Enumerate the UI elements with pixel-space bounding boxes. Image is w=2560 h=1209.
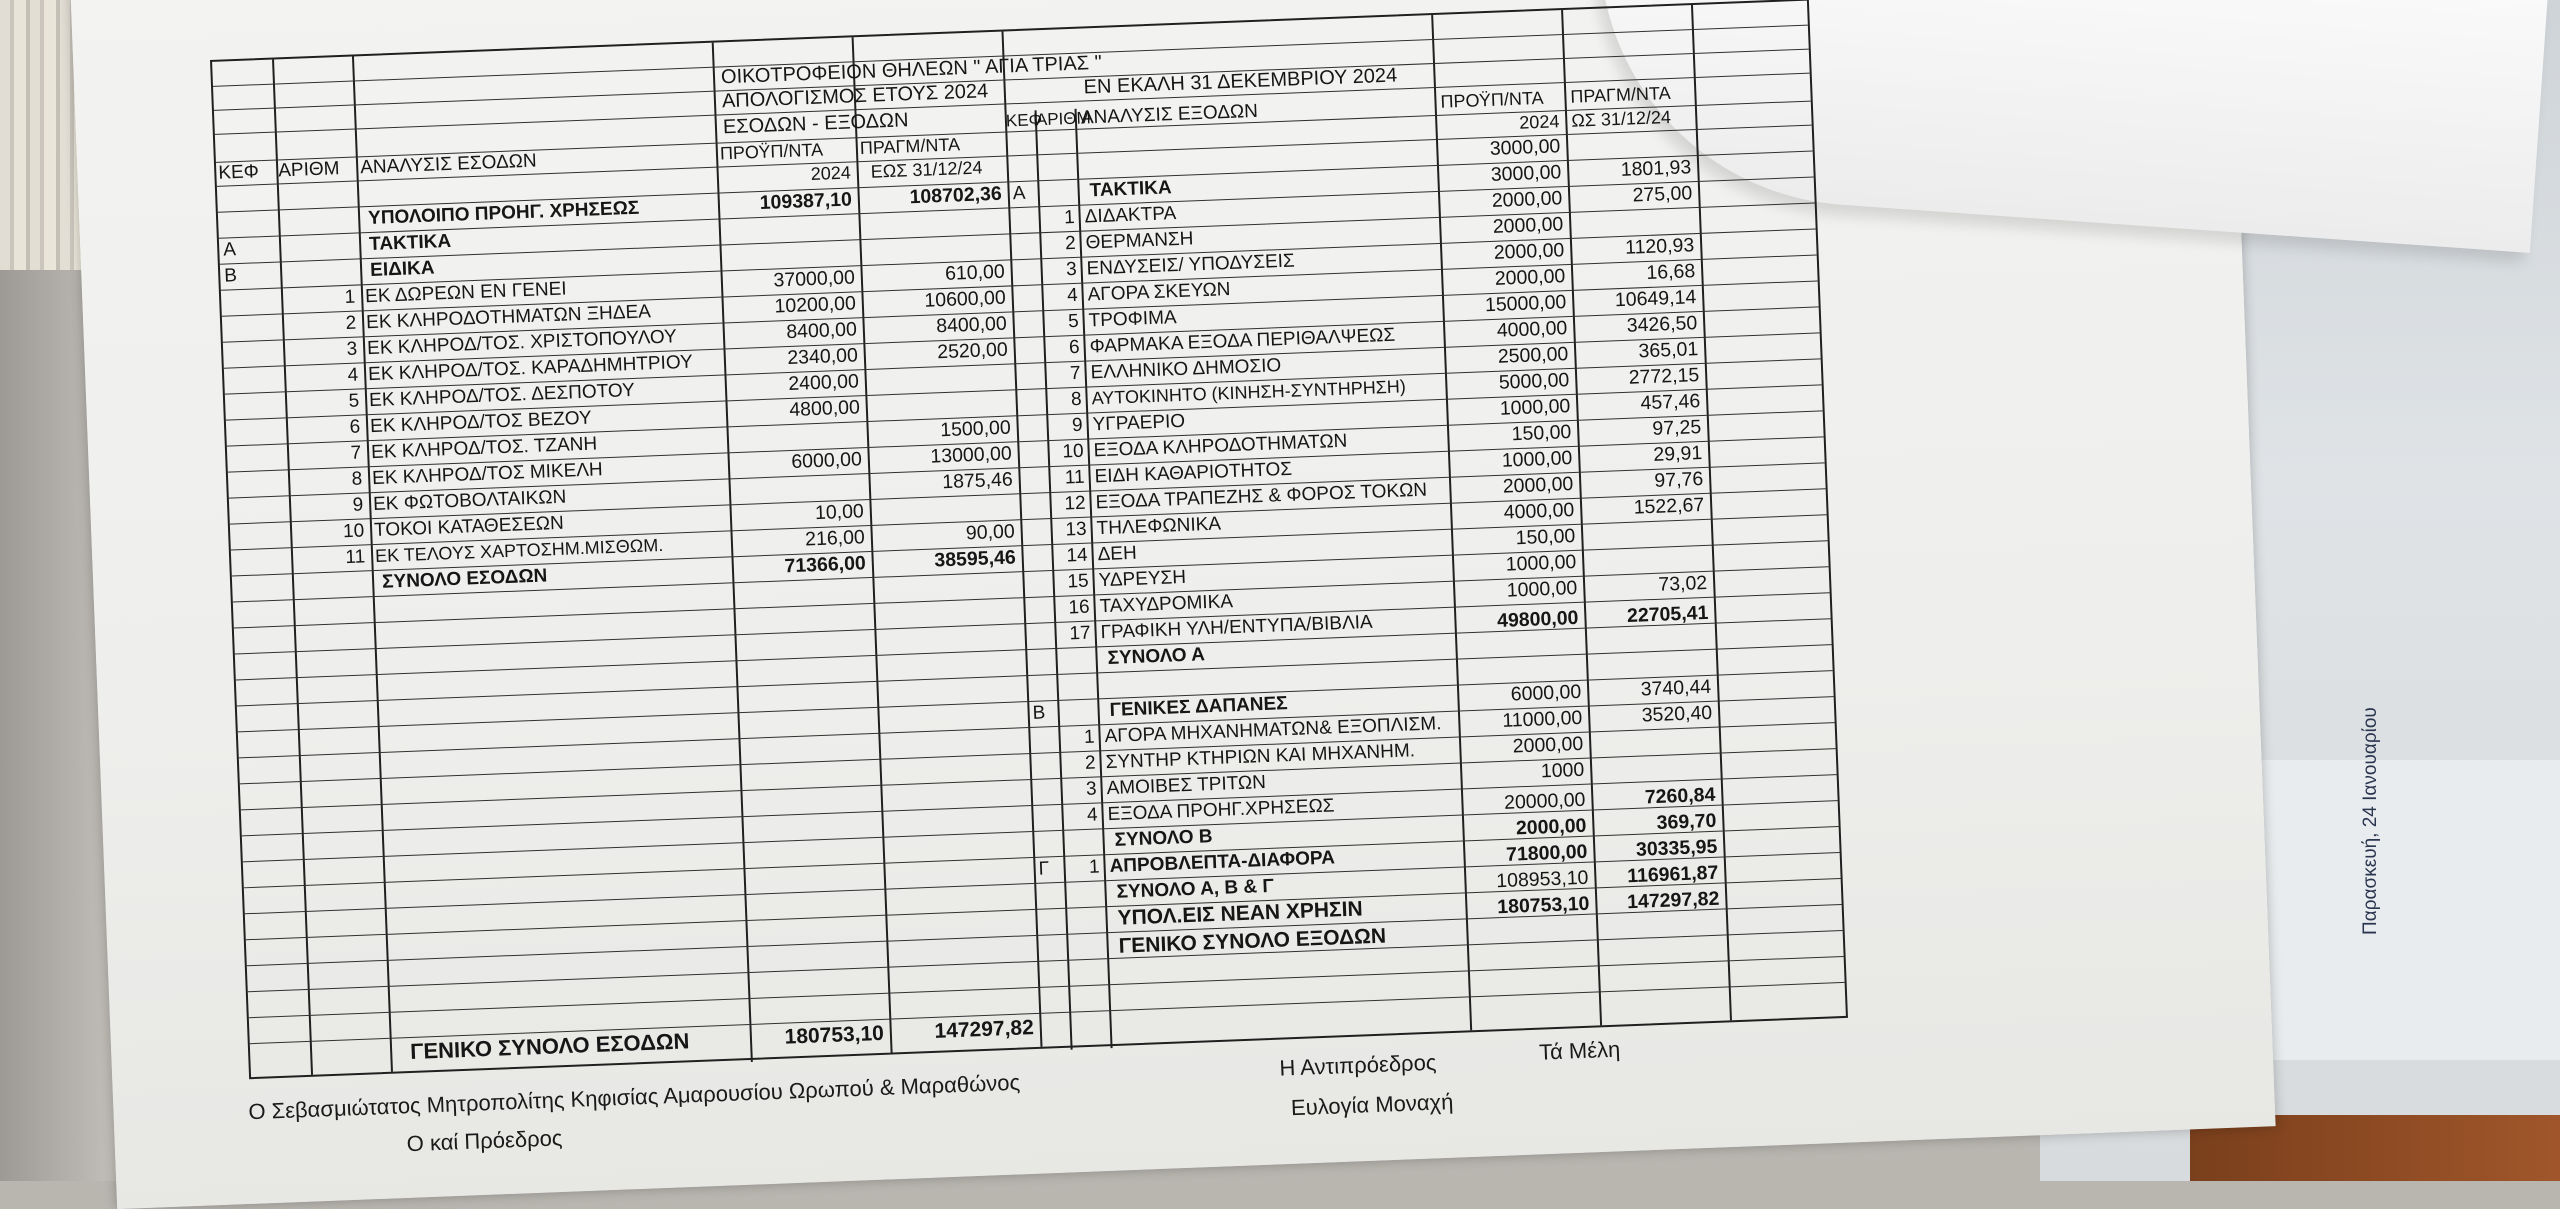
income-row-label: ΕΚ ΚΛΗΡΟΔ/ΤΟΣ ΜΙΚΕΛΗ bbox=[371, 459, 604, 490]
expense-row-number: 2 bbox=[1084, 752, 1097, 774]
income-total-actual: 38595,46 bbox=[933, 546, 1017, 572]
expense-row-budget: 3000,00 bbox=[1490, 161, 1562, 186]
income-grand-total-actual: 147297,82 bbox=[934, 1016, 1035, 1043]
expense-row-actual: 457,46 bbox=[1640, 390, 1701, 415]
income-cat-b-label: ΕΙΔΙΚΑ bbox=[369, 257, 435, 281]
income-row-actual: 13000,00 bbox=[929, 442, 1013, 468]
expense-row-number: 7 bbox=[1069, 362, 1082, 385]
expense-row-budget: 150,00 bbox=[1515, 524, 1576, 550]
col-arithm-right: ΑΡΙΘΜ bbox=[1035, 108, 1092, 130]
income-grand-total-label: ΓΕΝΙΚΟ ΣΥΝΟΛΟ ΕΣΟΔΩΝ bbox=[409, 1028, 690, 1065]
expense-row-actual: 3426,50 bbox=[1626, 312, 1698, 337]
expense-row-number: 14 bbox=[1066, 544, 1089, 567]
expense-row-actual: 3740,44 bbox=[1640, 675, 1712, 701]
expense-row-budget: 1000,00 bbox=[1499, 395, 1571, 420]
expense-row-label: ΕΝΔΥΣΕΙΣ/ ΥΠΟΔΥΣΕΙΣ bbox=[1086, 250, 1296, 280]
expense-row-actual: 1801,93 bbox=[1620, 156, 1692, 181]
income-cat-b-code: Β bbox=[223, 265, 238, 287]
income-row-budget: 216,00 bbox=[804, 526, 866, 551]
expense-total-a-label: ΣΥΝΟΛΟ Α bbox=[1107, 644, 1206, 669]
expense-cat-b-code: Β bbox=[1032, 702, 1046, 724]
income-row-label: ΕΚ ΚΛΗΡΟΔ/ΤΟΣ. ΚΑΡΑΔΗΜΗΤΡΙΟΥ bbox=[367, 351, 694, 386]
col-actual-left: ΠΡΑΓΜ/ΝΤΑ bbox=[859, 134, 961, 159]
expense-row-budget: 11000,00 bbox=[1502, 706, 1583, 732]
expense-row-number: 11 bbox=[1064, 466, 1086, 489]
expense-row-budget: 1000,00 bbox=[1501, 447, 1573, 472]
expense-row-budget: 1000,00 bbox=[1505, 550, 1577, 576]
expense-row-actual: 16,68 bbox=[1646, 260, 1696, 285]
col-arithm-left: ΑΡΙΘΜ bbox=[277, 158, 340, 182]
income-grand-total-budget: 180753,10 bbox=[784, 1021, 885, 1049]
expense-row-number: 9 bbox=[1071, 414, 1084, 437]
signature-vice-president-name: Ευλογία Μοναχή bbox=[1290, 1089, 1454, 1121]
expense-row-budget: 15000,00 bbox=[1484, 291, 1567, 317]
income-row-actual: 1875,46 bbox=[941, 468, 1014, 494]
expense-row-label: ΕΞΟΔΑ ΠΡΟΗΓ.ΧΡΗΣΕΩΣ bbox=[1107, 795, 1335, 826]
income-cat-a-label: ΤΑΚΤΙΚΑ bbox=[368, 230, 452, 256]
expense-row-number: 1 bbox=[1083, 726, 1096, 748]
expense-row-actual: 97,76 bbox=[1653, 467, 1704, 492]
expense-cat-c-code: Γ bbox=[1038, 858, 1050, 880]
expense-cat-a-budget: 3000,00 bbox=[1489, 135, 1561, 160]
expense-total-abc-actual: 30335,95 bbox=[1635, 835, 1718, 861]
side-date-note: Παρασκευή, 24 Ιανουαρίου bbox=[2360, 707, 2381, 935]
expense-cat-a-label: ΤΑΚΤΙΚΑ bbox=[1089, 177, 1172, 202]
expense-cat-c-budget: 2000,00 bbox=[1515, 814, 1587, 840]
income-row-budget: 4800,00 bbox=[788, 396, 861, 422]
expense-row-actual: 10649,14 bbox=[1614, 286, 1697, 312]
expense-grand-total-label: ΓΕΝΙΚΟ ΣΥΝΟΛΟ ΕΞΟΔΩΝ bbox=[1118, 924, 1387, 958]
period-title: ΕΝ ΕΚΑΛΗ 31 ΔΕΚΕΜΒΡΙΟΥ 2024 bbox=[1083, 64, 1398, 99]
income-row-label: ΕΚ ΚΛΗΡΟΔΟΤΗΜΑΤΩΝ ΞΗΔΕΑ bbox=[365, 301, 652, 334]
expense-row-label: ΕΞΟΔΑ ΤΡΑΠΕΖΗΣ & ΦΟΡΟΣ ΤΟΚΩΝ bbox=[1095, 479, 1428, 514]
col-actual-to-right: ΩΣ 31/12/24 bbox=[1570, 106, 1672, 131]
expense-carry-label: ΥΠΟΛ.ΕΙΣ ΝΕΑΝ ΧΡΗΣΙΝ bbox=[1117, 897, 1364, 930]
expense-row-actual: 29,91 bbox=[1652, 442, 1703, 466]
col-budget-right: ΠΡΟΫΠ/ΝΤΑ bbox=[1440, 87, 1544, 112]
income-previous-actual: 108702,36 bbox=[909, 182, 1003, 209]
expense-row-budget: 2500,00 bbox=[1497, 343, 1569, 368]
expense-row-number: 4 bbox=[1086, 804, 1099, 826]
expense-total-b-actual: 7260,84 bbox=[1644, 783, 1716, 809]
expense-row-number: 6 bbox=[1068, 336, 1081, 359]
org-title: ΟΙΚΟΤΡΟΦΕΙΟΝ ΘΗΛΕΩΝ " ΑΓΙΑ ΤΡΙΑΣ " bbox=[720, 51, 1103, 89]
expense-total-b-label: ΣΥΝΟΛΟ Β bbox=[1114, 826, 1213, 851]
expense-cat-c-number: 1 bbox=[1088, 856, 1101, 878]
expense-row-number: 12 bbox=[1064, 492, 1087, 515]
income-row-label: ΕΚ ΔΩΡΕΩΝ ΕΝ ΓΕΝΕΙ bbox=[364, 278, 567, 308]
expense-cat-c-label: ΑΠΡΟΒΛΕΠΤΑ-ΔΙΑΦΟΡΑ bbox=[1109, 847, 1336, 878]
expense-row-number: 2 bbox=[1064, 232, 1077, 255]
expense-row-label: ΑΓΟΡΑ ΣΚΕΥΩΝ bbox=[1087, 279, 1231, 306]
expense-row-number: 8 bbox=[1070, 388, 1083, 411]
expense-row-budget: 2000,00 bbox=[1494, 265, 1566, 290]
signature-vice-president: Η Αντιπρόεδρος bbox=[1279, 1049, 1437, 1081]
expense-cat-b-label: ΓΕΝΙΚΕΣ ΔΑΠΑΝΕΣ bbox=[1109, 693, 1288, 721]
expense-total-a-actual: 22705,41 bbox=[1626, 601, 1709, 628]
expense-row-label: ΣΥΝΤΗΡ ΚΤΗΡΙΩΝ ΚΑΙ ΜΗΧΑΝΗΜ. bbox=[1105, 740, 1416, 774]
expense-row-budget: 4000,00 bbox=[1496, 317, 1568, 342]
expense-row-number: 16 bbox=[1068, 596, 1091, 619]
income-total-budget: 71366,00 bbox=[784, 552, 867, 578]
income-row-actual: 90,00 bbox=[965, 520, 1016, 545]
expense-row-actual: 365,01 bbox=[1638, 338, 1699, 363]
expense-row-number: 13 bbox=[1065, 518, 1088, 541]
signature-metropolitan: Ο Σεβασμιώτατος Μητροπολίτης Κηφισίας Αμαρουσίου Ωρωπού & Μαραθώνος bbox=[247, 1069, 1021, 1125]
expense-row-label: ΑΓΟΡΑ ΜΗΧΑΝΗΜΑΤΩΝ& ΕΞΟΠΛΙΣΜ. bbox=[1104, 713, 1442, 748]
expense-row-number: 3 bbox=[1085, 778, 1098, 800]
col-kef-right: ΚΕΦ bbox=[1005, 110, 1043, 131]
expense-row-label: ΑΜΟΙΒΕΣ ΤΡΙΤΩΝ bbox=[1106, 772, 1267, 800]
income-row-number: 1 bbox=[344, 286, 356, 308]
expense-row-label: ΕΙΔΗ ΚΑΘΑΡΙΟΤΗΤΟΣ bbox=[1094, 458, 1293, 488]
expense-row-label: ΔΙΔΑΚΤΡΑ bbox=[1084, 203, 1177, 228]
expense-grand-total-budget: 180753,10 bbox=[1496, 892, 1590, 919]
income-row-budget: 2340,00 bbox=[786, 344, 859, 370]
col-actual-to-left: ΕΩΣ 31/12/24 bbox=[870, 157, 983, 182]
expense-carry-budget: 108953,10 bbox=[1495, 866, 1589, 893]
expense-row-label: ΦΑΡΜΑΚΑ ΕΞΟΔΑ ΠΕΡΙΘΑΛΨΕΩΣ bbox=[1089, 324, 1396, 358]
income-row-label: ΕΚ ΚΛΗΡΟΔ/ΤΟΣ ΒΕΖΟΥ bbox=[369, 407, 593, 438]
income-row-number: 8 bbox=[351, 468, 363, 490]
expense-row-label: ΑΥΤΟΚΙΝΗΤΟ (ΚΙΝΗΣΗ-ΣΥΝΤΗΡΗΣΗ) bbox=[1091, 376, 1407, 409]
expense-row-budget: 2000,00 bbox=[1493, 239, 1565, 264]
col-actual-right: ΠΡΑΓΜ/ΝΤΑ bbox=[1570, 82, 1671, 107]
expense-row-budget: 2000,00 bbox=[1492, 213, 1564, 238]
income-row-label: ΕΚ ΚΛΗΡΟΔ/ΤΟΣ. ΤΖΑΝΗ bbox=[370, 433, 598, 464]
signature-president: Ο καί Πρόεδρος bbox=[406, 1125, 563, 1157]
ledger-table bbox=[210, 0, 1848, 1079]
expense-row-budget: 1000 bbox=[1540, 758, 1585, 783]
expense-row-budget: 2000,00 bbox=[1491, 187, 1563, 212]
expense-row-number: 3 bbox=[1065, 258, 1078, 281]
income-row-number: 4 bbox=[347, 364, 359, 386]
expense-total-b-budget: 20000,00 bbox=[1503, 788, 1586, 814]
income-row-actual: 2520,00 bbox=[936, 338, 1009, 364]
income-cat-a-code: Α bbox=[222, 239, 237, 261]
expense-row-number: 5 bbox=[1067, 310, 1080, 333]
expense-row-label: ΥΔΡΕΥΣΗ bbox=[1098, 566, 1187, 592]
income-total-label: ΣΥΝΟΛΟ ΕΣΟΔΩΝ bbox=[381, 565, 548, 593]
expense-row-actual: 2772,15 bbox=[1628, 364, 1700, 389]
income-row-label: ΕΚ ΚΛΗΡΟΔ/ΤΟΣ. ΧΡΙΣΤΟΠΟΥΛΟΥ bbox=[366, 326, 678, 360]
expense-row-budget: 5000,00 bbox=[1498, 369, 1570, 394]
expense-row-number: 15 bbox=[1067, 570, 1090, 593]
income-row-number: 6 bbox=[349, 416, 361, 438]
expense-row-actual: 73,02 bbox=[1657, 571, 1708, 596]
signature-members: Τά Μέλη bbox=[1538, 1036, 1621, 1065]
income-row-number: 3 bbox=[346, 338, 358, 360]
expense-row-label: ΘΕΡΜΑΝΣΗ bbox=[1085, 228, 1194, 254]
expense-row-number: 10 bbox=[1062, 440, 1085, 463]
expense-row-label: ΤΑΧΥΔΡΟΜΙΚΑ bbox=[1099, 591, 1234, 618]
income-row-label: ΕΚ ΦΩΤΟΒΟΛΤΑΙΚΩΝ bbox=[372, 486, 567, 516]
col-expense-analysis: ΑΝΑΛΥΣΙΣ ΕΞΟΔΩΝ bbox=[1080, 100, 1259, 129]
expense-row-budget: 2000,00 bbox=[1512, 732, 1584, 758]
income-row-number: 10 bbox=[342, 520, 365, 543]
income-row-budget: 10200,00 bbox=[774, 292, 857, 318]
expense-row-budget: 4000,00 bbox=[1503, 498, 1575, 524]
income-row-label: ΤΟΚΟΙ ΚΑΤΑΘΕΣΕΩΝ bbox=[373, 512, 565, 542]
income-row-budget: 6000,00 bbox=[790, 448, 863, 473]
col-kef-left: ΚΕΦ bbox=[217, 161, 260, 184]
col-budget-year-left: 2024 bbox=[810, 162, 852, 185]
expense-cat-c-actual: 369,70 bbox=[1656, 809, 1717, 835]
income-row-budget: 8400,00 bbox=[785, 318, 858, 344]
income-row-actual: 8400,00 bbox=[935, 312, 1008, 338]
expense-row-budget: 6000,00 bbox=[1510, 680, 1582, 706]
income-row-actual: 10600,00 bbox=[924, 286, 1007, 312]
report-title: ΑΠΟΛΟΓΙΣΜΟΣ ΕΤΟΥΣ 2024 bbox=[721, 80, 989, 113]
expense-row-label: ΔΕΗ bbox=[1097, 542, 1138, 566]
income-row-budget: 2400,00 bbox=[787, 370, 860, 396]
income-row-actual: 1500,00 bbox=[939, 416, 1012, 442]
expense-row-label: ΕΛΛΗΝΙΚΟ ΔΗΜΟΣΙΟ bbox=[1090, 355, 1282, 384]
income-previous-budget: 109387,10 bbox=[759, 188, 853, 214]
income-row-number: 9 bbox=[352, 494, 364, 516]
expense-row-label: ΕΞΟΔΑ ΚΛΗΡΟΔΟΤΗΜΑΤΩΝ bbox=[1093, 430, 1348, 462]
expense-cat-a-code: Α bbox=[1012, 182, 1026, 205]
expense-row-actual: 1120,93 bbox=[1624, 234, 1695, 259]
expense-total-abc-label: ΣΥΝΟΛΟ Α, Β & Γ bbox=[1116, 875, 1275, 903]
income-row-number: 5 bbox=[348, 390, 360, 412]
income-row-number: 11 bbox=[345, 546, 366, 569]
expense-row-number: 17 bbox=[1069, 622, 1092, 645]
expense-row-budget: 150,00 bbox=[1511, 421, 1572, 446]
income-row-budget: 37000,00 bbox=[773, 266, 856, 292]
expense-total-abc-budget: 71800,00 bbox=[1505, 840, 1588, 866]
col-budget-left: ΠΡΟΫΠ/ΝΤΑ bbox=[719, 139, 824, 164]
expense-row-number: 1 bbox=[1063, 206, 1076, 229]
expense-row-label: ΤΡΟΦΙΜΑ bbox=[1088, 307, 1178, 332]
expense-row-actual: 3520,40 bbox=[1641, 701, 1713, 727]
expense-carry-actual: 116961,87 bbox=[1626, 861, 1719, 888]
expense-row-actual: 275,00 bbox=[1632, 182, 1693, 207]
expense-row-label: ΥΓΡΑΕΡΙΟ bbox=[1092, 410, 1186, 436]
income-row-number: 2 bbox=[345, 312, 357, 334]
income-row-budget: 10,00 bbox=[814, 500, 865, 525]
expense-grand-total-actual: 147297,82 bbox=[1626, 887, 1720, 914]
section-title: ΕΣΟΔΩΝ - ΕΞΟΔΩΝ bbox=[722, 109, 909, 139]
expense-row-actual: 97,25 bbox=[1651, 416, 1702, 440]
expense-total-a-budget: 49800,00 bbox=[1496, 606, 1579, 632]
expense-row-label: ΓΡΑΦΙΚΗ ΥΛΗ/ΕΝΤΥΠΑ/ΒΙΒΛΙΑ bbox=[1100, 611, 1374, 644]
income-row-label: ΕΚ ΚΛΗΡΟΔ/ΤΟΣ. ΔΕΣΠΟΤΟΥ bbox=[368, 379, 636, 412]
expense-row-label: ΤΗΛΕΦΩΝΙΚΑ bbox=[1096, 513, 1222, 540]
income-previous-label: ΥΠΟΛΟΙΠΟ ΠΡΟΗΓ. ΧΡΗΣΕΩΣ bbox=[367, 197, 640, 230]
col-budget-year-right: 2024 bbox=[1518, 111, 1560, 133]
income-row-number: 7 bbox=[350, 442, 362, 464]
income-row-actual: 610,00 bbox=[944, 260, 1006, 285]
col-income-analysis: ΑΝΑΛΥΣΙΣ ΕΣΟΔΩΝ bbox=[359, 150, 538, 179]
expense-extra-budget: 1000,00 bbox=[1506, 576, 1578, 602]
expense-row-budget: 2000,00 bbox=[1502, 472, 1574, 498]
expense-row-number: 4 bbox=[1066, 284, 1079, 307]
expense-row-actual: 1522,67 bbox=[1633, 493, 1705, 519]
income-row-label: ΕΚ ΤΕΛΟΥΣ ΧΑΡΤΟΣΗΜ.ΜΙΣΘΩΜ. bbox=[374, 534, 664, 567]
